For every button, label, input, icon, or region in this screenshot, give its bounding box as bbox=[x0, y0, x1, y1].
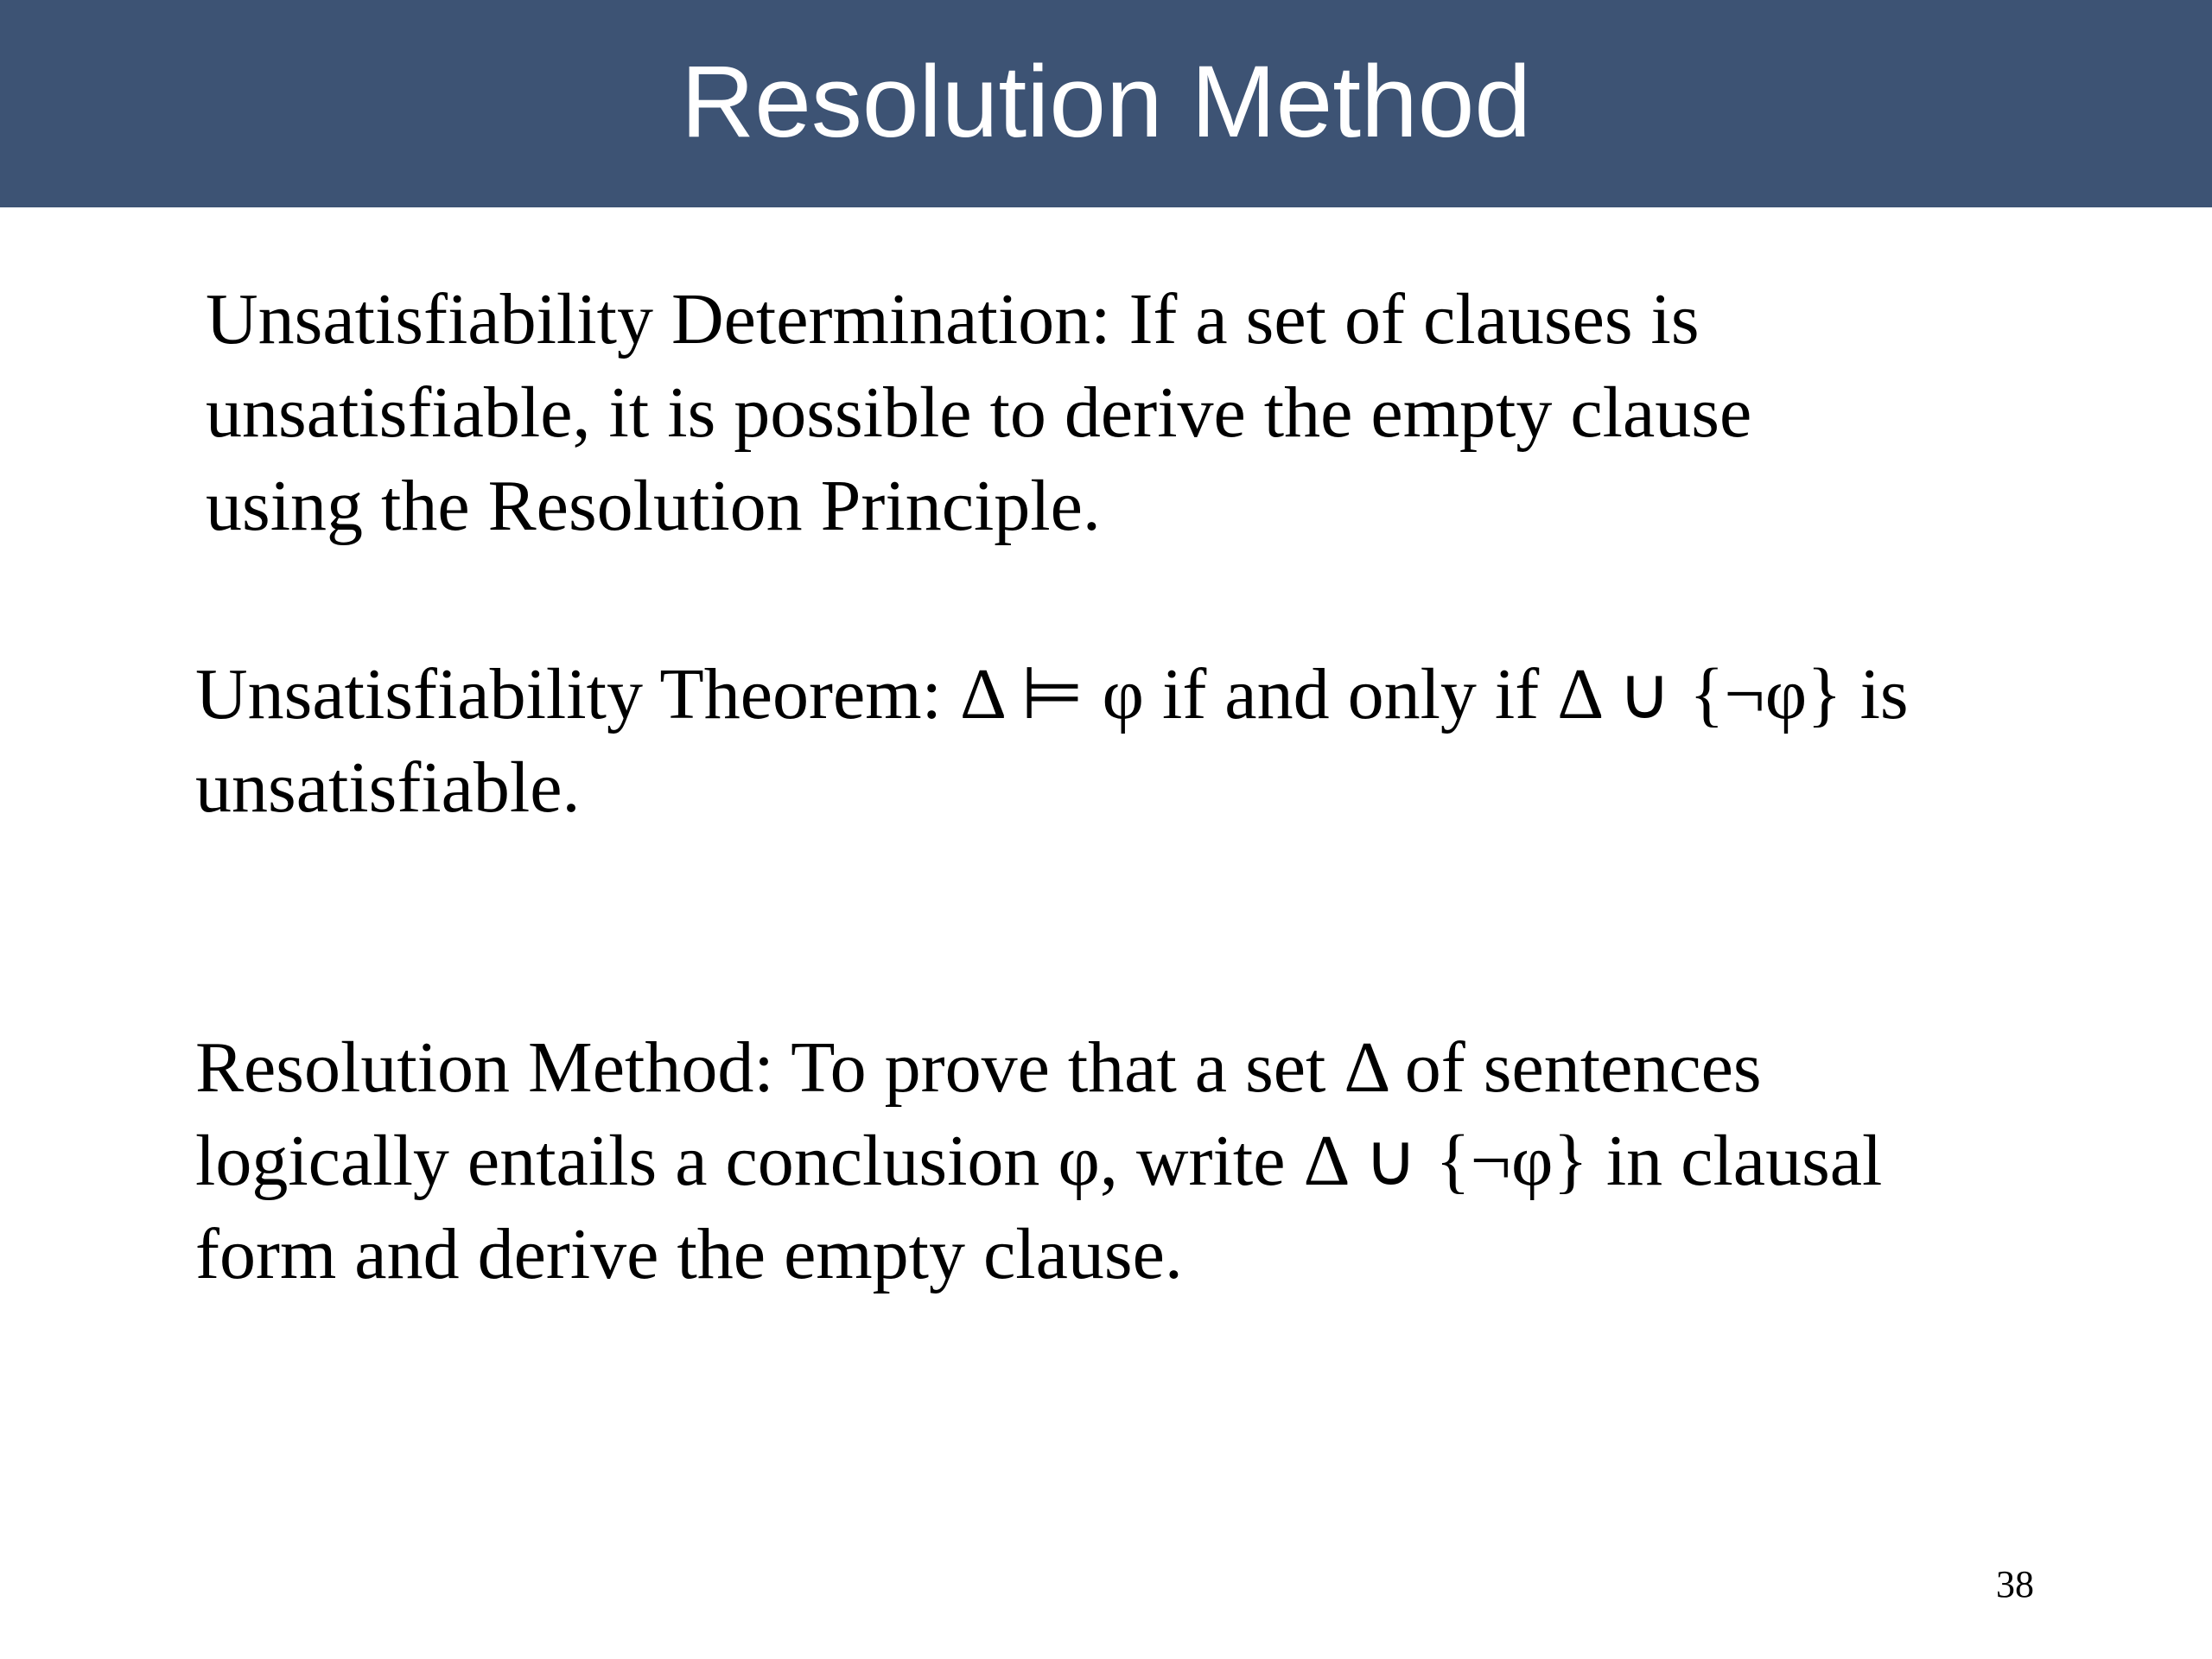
paragraph-unsatisfiability-determination bbox=[206, 273, 1751, 553]
paragraph-line: Unsatisfiability Determination: If a set of clauses is bbox=[206, 279, 1700, 359]
paragraph-line: unsatisfiable. bbox=[195, 747, 581, 828]
paragraph-line: unsatisfiable, it is possible to derive the empty clause bbox=[206, 372, 1752, 453]
paragraph-unsatisfiability-theorem bbox=[195, 648, 1909, 835]
page-number: 38 bbox=[1996, 1563, 2034, 1605]
paragraph-line: form and derive the empty clause. bbox=[195, 1214, 1183, 1294]
paragraph-line: Resolution Method: To prove that a set Δ of sentences bbox=[195, 1027, 1762, 1108]
paragraph-line: Unsatisfiability Theorem: Δ ⊨ φ if and only if Δ ∪ {¬φ} is bbox=[195, 654, 1909, 734]
paragraph-resolution-method bbox=[195, 1021, 1882, 1301]
paragraph-line: logically entails a conclusion φ, write Δ ∪ {¬φ} in clausal bbox=[195, 1121, 1883, 1201]
slide-title: Resolution Method bbox=[681, 45, 1531, 159]
paragraph-line: using the Resolution Principle. bbox=[206, 466, 1101, 546]
